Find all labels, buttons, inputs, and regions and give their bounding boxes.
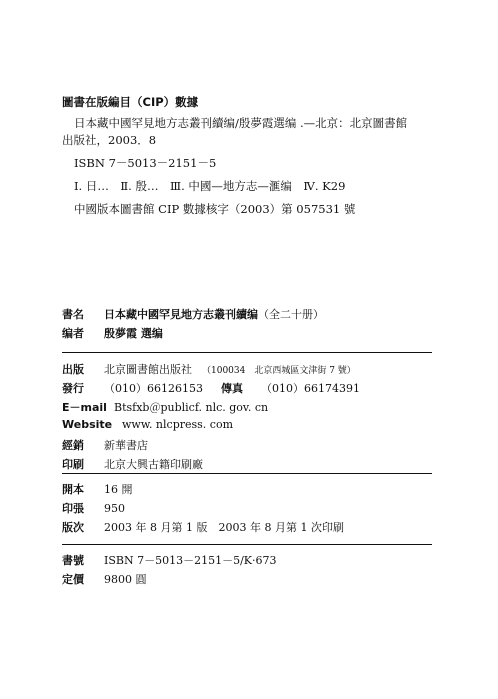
fax-label: 傳真 bbox=[220, 382, 243, 395]
website-row bbox=[62, 418, 432, 437]
printer-label: 印刷 bbox=[62, 458, 84, 471]
publisher-block bbox=[62, 361, 432, 475]
publisher-label: 出版 bbox=[62, 363, 84, 376]
seller-value: 新華書店 bbox=[104, 439, 148, 452]
price-row bbox=[62, 571, 432, 590]
title-note: （全二十册） bbox=[258, 308, 324, 321]
isbn-value: ISBN 7－5013－2151－5/K·673 bbox=[104, 554, 277, 567]
title-row bbox=[62, 306, 432, 325]
website-value: www. nlcpress. com bbox=[122, 418, 234, 431]
price-value: 9800 圓 bbox=[104, 573, 147, 586]
cip-subject-line: Ⅰ. 日… Ⅱ. 殷… Ⅲ. 中國—地方志—滙编 Ⅳ. K29 bbox=[74, 179, 346, 193]
size-value: 16 開 bbox=[104, 483, 133, 496]
website-label: Website bbox=[62, 418, 113, 431]
title-label: 書名 bbox=[62, 308, 84, 321]
editor-label: 编者 bbox=[62, 327, 84, 340]
price-label: 定價 bbox=[62, 573, 84, 586]
cip-title-line: 日本藏中國罕見地方志叢刊續编/殷夢霞選编 .—北京：北京圖書館 bbox=[74, 116, 408, 130]
sheets-row bbox=[62, 500, 432, 519]
publisher-address: （100034 北京西城區文津街 7 號） bbox=[202, 366, 356, 376]
size-label: 開本 bbox=[62, 483, 84, 496]
seller-label: 經銷 bbox=[62, 439, 84, 452]
cip-isbn-line: ISBN 7－5013－2151－5 bbox=[74, 156, 217, 170]
divider-2 bbox=[62, 473, 432, 474]
distribution-row bbox=[62, 380, 432, 399]
distribution-phone: （010）66126153 bbox=[104, 382, 203, 395]
publisher-row bbox=[62, 361, 432, 380]
cip-heading: 圖書在版編目（CIP）數據 bbox=[62, 95, 199, 109]
cip-publisher-line: 出版社，2003．8 bbox=[62, 133, 157, 147]
email-row bbox=[62, 399, 432, 418]
size-row bbox=[62, 481, 432, 500]
publisher-value: 北京圖書館出版社 bbox=[104, 363, 192, 376]
editor-value: 殷夢霞 選编 bbox=[104, 327, 163, 340]
edition-row bbox=[62, 519, 432, 538]
editor-row bbox=[62, 325, 432, 344]
edition-value: 2003 年 8 月第 1 版 2003 年 8 月第 1 次印刷 bbox=[104, 521, 344, 534]
format-block bbox=[62, 481, 432, 538]
title-value: 日本藏中國罕見地方志叢刊續编 bbox=[104, 308, 258, 321]
email-label: E－mail bbox=[62, 401, 107, 414]
distribution-label: 發行 bbox=[62, 382, 84, 395]
email-value: Btsfxb＠publicf. nlc. gov. cn bbox=[114, 401, 269, 414]
isbn-label: 書號 bbox=[62, 554, 84, 567]
edition-label: 版次 bbox=[62, 521, 84, 534]
seller-row bbox=[62, 437, 432, 456]
cip-approval-line: 中國版本圖書館 CIP 數據核字（2003）第 057531 號 bbox=[74, 202, 356, 216]
sheets-value: 950 bbox=[104, 502, 125, 515]
divider-1 bbox=[62, 352, 432, 353]
divider-3 bbox=[62, 544, 432, 545]
isbn-row bbox=[62, 552, 432, 571]
isbn-block bbox=[62, 552, 432, 590]
title-block bbox=[62, 306, 432, 344]
sheets-label: 印張 bbox=[62, 502, 84, 515]
printer-value: 北京大興古籍印刷廠 bbox=[104, 458, 203, 471]
cip-data-block bbox=[62, 94, 462, 225]
fax-value: （010）66174391 bbox=[260, 382, 360, 395]
